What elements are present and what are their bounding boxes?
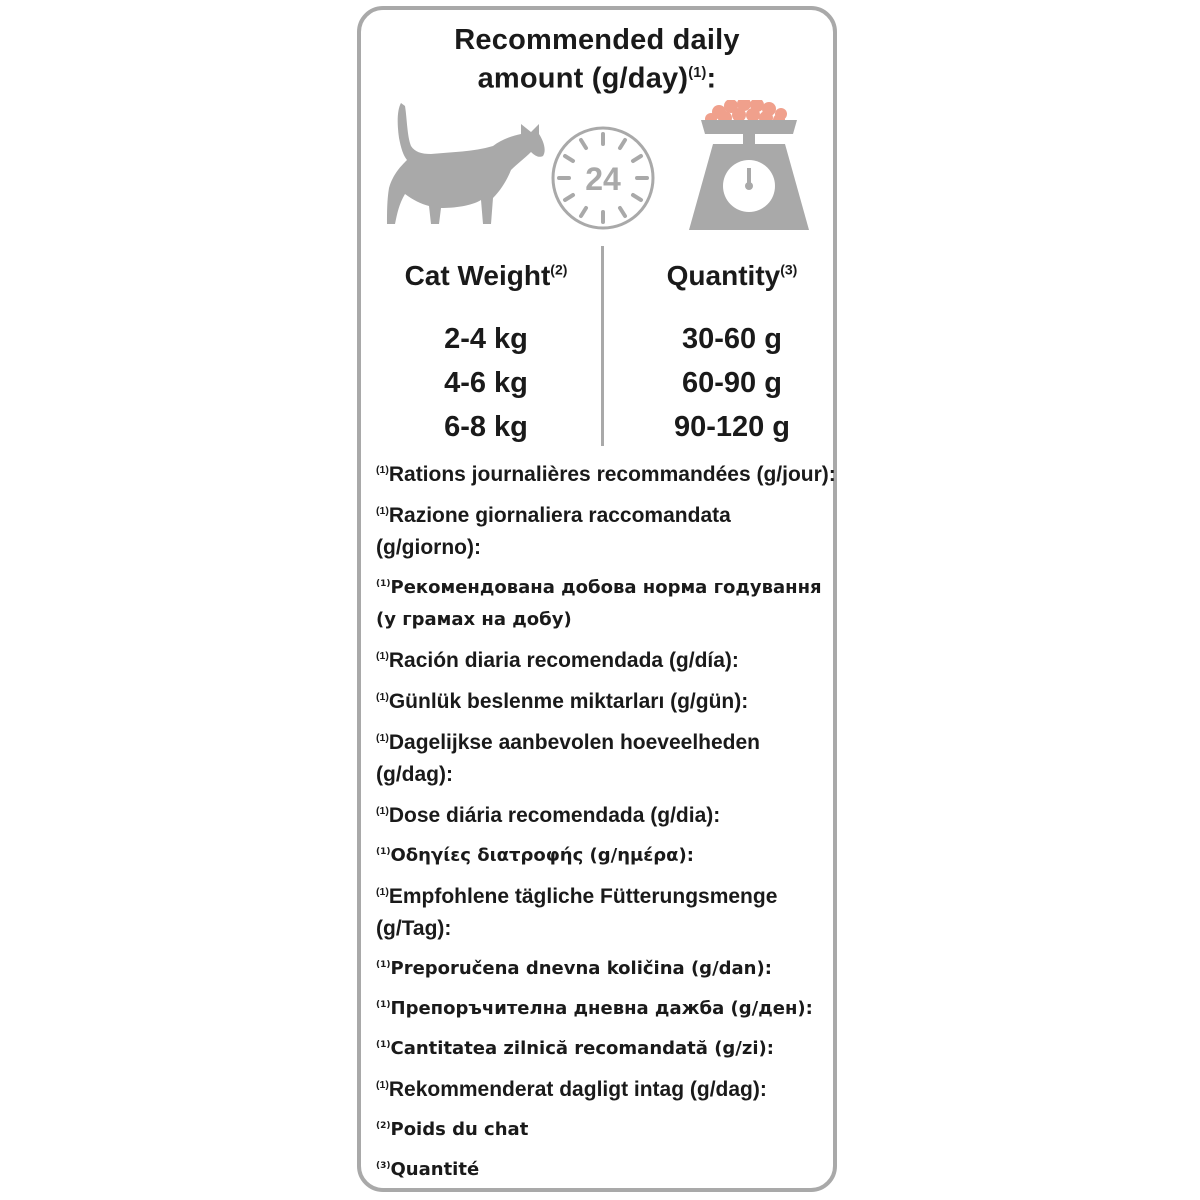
clock-24-icon	[553, 128, 653, 228]
footnote-fr: $^{(1)}$Rations journalières recommandées (g/jour):	[376, 463, 836, 486]
footnote-bg: $^{(1)}$Препоръчителна дневна дажба (g/ден):	[376, 998, 813, 1019]
page-title	[361, 24, 833, 96]
footnote-pt: $^{(1)}$Dose diária recomendada (g/dia):	[376, 804, 721, 827]
footnote-weight-fr: $^{(2)}$Poids du chat	[376, 1119, 529, 1140]
column-header-weight: Cat Weight$^{(2)}$	[404, 260, 568, 291]
quantity-column	[617, 317, 847, 449]
column-divider	[601, 246, 604, 446]
cat-icon	[387, 103, 545, 224]
footnote-uk: $^{(1)}$Рекомендована добова норма годування (у грамах на добу)	[376, 577, 822, 630]
weight-value: 2-4 kg	[444, 323, 528, 355]
quantity-value: 30-60 g	[682, 323, 782, 355]
footnote-el: $^{(1)}$Οδηγίες διατροφής (g/ημέρα):	[376, 845, 694, 866]
footnote-es: $^{(1)}$Ración diaria recomendada (g/día):	[376, 649, 739, 672]
quantity-value: 60-90 g	[682, 367, 782, 399]
column-header-quantity: Quantity$^{(3)}$	[666, 260, 798, 291]
footnotes	[376, 454, 836, 1190]
feeding-guide-panel	[357, 6, 837, 1192]
footnote-hr: $^{(1)}$Preporučena dnevna količina (g/dan):	[376, 958, 772, 979]
title-line-2: amount $(g/day)^{(1)}$:	[477, 62, 717, 95]
footnote-tr: $^{(1)}$Günlük beslenme miktarları (g/gün):	[376, 690, 749, 713]
icon-row	[361, 100, 833, 240]
footnote-nl: $^{(1)}$Dagelijkse aanbevolen hoeveelheden (g/dag):	[376, 731, 760, 786]
quantity-value: 90-120 g	[673, 411, 791, 443]
footnote-it: $^{(1)}$Razione giornaliera raccomandata (g/giorno):	[376, 504, 731, 559]
scale-icon	[689, 100, 809, 230]
footnote-quantity-fr: $^{(3)}$Quantité	[376, 1159, 480, 1180]
clock-label: 24	[585, 161, 621, 197]
weight-value: 4-6 kg	[444, 367, 528, 399]
title-line-1: Recommended daily	[454, 24, 740, 56]
weight-value: 6-8 kg	[444, 411, 528, 443]
footnote-sv: $^{(1)}$Rekommenderat dagligt intag (g/dag):	[376, 1078, 767, 1101]
footnote-ro: $^{(1)}$Cantitatea zilnică recomandată (g/zi):	[376, 1038, 774, 1059]
footnote-de: $^{(1)}$Empfohlene tägliche Fütterungsmenge (g/Tag):	[376, 885, 778, 940]
weight-column	[371, 317, 601, 449]
